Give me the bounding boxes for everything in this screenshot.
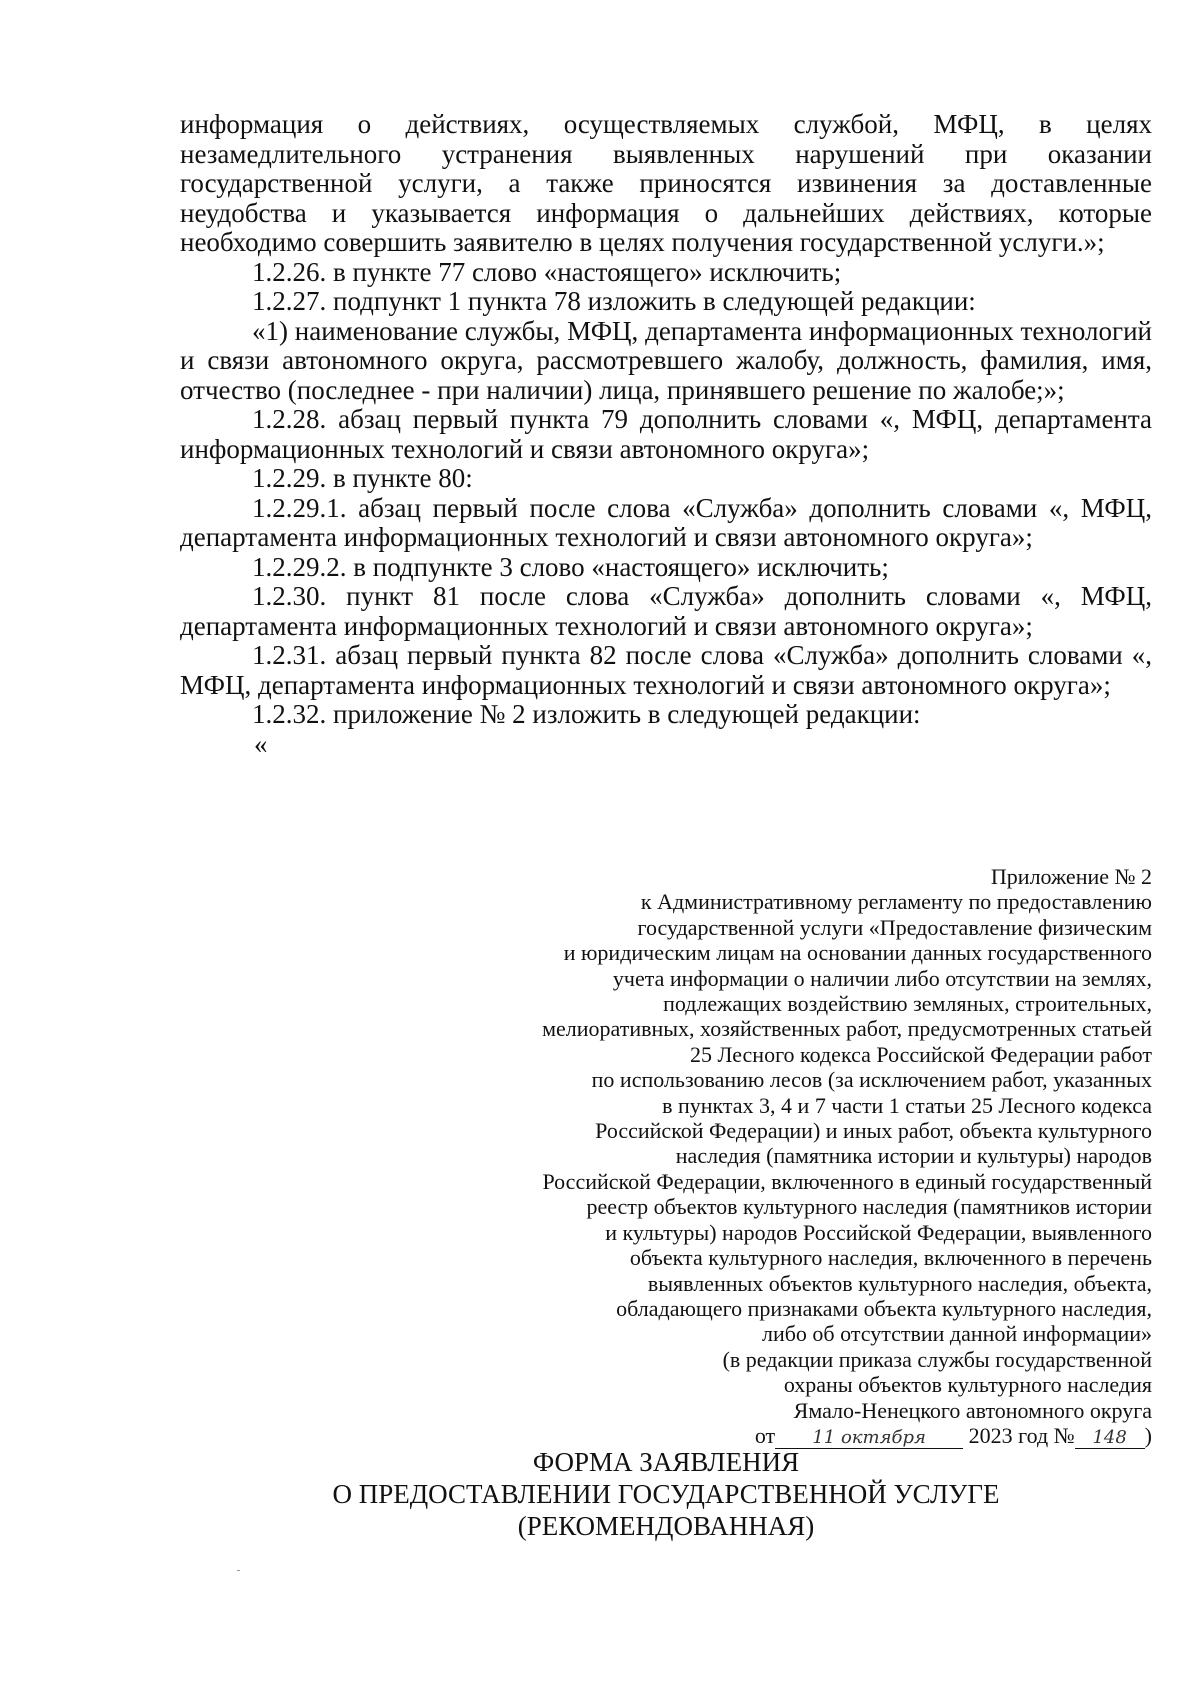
appendix-line: реестр объектов культурного наследия (памятников истории xyxy=(586,1194,1152,1220)
handwritten-date: 11 октября xyxy=(775,1428,963,1449)
appendix-line: объекта культурного наследия, включенного в перечень xyxy=(629,1245,1152,1271)
form-title xyxy=(180,1446,1152,1542)
appendix-line: по использованию лесов (за исключением работ, указанных xyxy=(591,1067,1152,1093)
paragraph-complaint-info: информация о действиях, осуществляемых службой, МФЦ, в целях незамедлительного устранения выявленных нарушений при оказании государственной услуги, а также приносятся извинения за доставленные неудобства и указывается информация о дальнейших действиях, которые необходимо совершить заявителю в целях получения государственной услуги.»; xyxy=(180,109,1152,257)
paragraph-1-2-31: 1.2.31. абзац первый пункта 82 после слова «Служба» дополнить словами «, МФЦ, департамента информационных технологий и связи автономного округа»; xyxy=(180,640,1152,700)
paragraph-1-2-29-2: 1.2.29.2. в подпункте 3 слово «настоящего» исключить; xyxy=(252,551,889,582)
appendix-header xyxy=(440,864,1152,1449)
appendix-line: Ямало-Ненецкого автономного округа xyxy=(793,1397,1152,1423)
appendix-line: наследия (памятника истории и культуры) народов xyxy=(675,1143,1152,1169)
appendix-line: к Административному регламенту по предоставлению xyxy=(640,889,1152,915)
paragraph-1-2-27: 1.2.27. подпункт 1 пункта 78 изложить в следующей редакции: xyxy=(252,286,976,316)
appendix-line: государственной услуги «Предоставление физическим xyxy=(637,914,1152,940)
appendix-line: учета информации о наличии либо отсутствии на землях, xyxy=(612,965,1152,991)
appendix-line: 25 Лесного кодекса Российской Федерации работ xyxy=(689,1041,1152,1067)
document-body xyxy=(180,110,1152,759)
paragraph-1-2-32: 1.2.32. приложение № 2 изложить в следующей редакции: xyxy=(252,699,921,729)
handwritten-order-number: 148 xyxy=(1075,1428,1145,1449)
year-number-label: 2023 год № xyxy=(968,1422,1075,1448)
paragraph-1-2-30: 1.2.30. пункт 81 после слова «Служба» дополнить словами «, МФЦ, департамента информационных технологий и связи автономного округа»; xyxy=(180,581,1152,641)
closing-parenthesis: ) xyxy=(1144,1422,1152,1448)
appendix-line: выявленных объектов культурного наследия, объекта, xyxy=(647,1270,1152,1296)
opening-quote-mark: « xyxy=(254,728,268,759)
paragraph-1-2-29-1: 1.2.29.1. абзац первый после слова «Служба» дополнить словами «, МФЦ, департамента информационных технологий и связи автономного округа»; xyxy=(180,492,1152,552)
paragraph-1-2-26: 1.2.26. в пункте 77 слово «настоящего» исключить; xyxy=(252,256,842,287)
appendix-line: Российской Федерации, включенного в единый государственный xyxy=(542,1168,1152,1194)
form-title-line: (РЕКОМЕНДОВАННАЯ) xyxy=(517,1511,815,1541)
scan-speck xyxy=(237,1570,240,1571)
appendix-line: Приложение № 2 xyxy=(990,864,1152,889)
appendix-line: Российской Федерации) и иных работ, объекта культурного xyxy=(595,1118,1152,1144)
appendix-line: обладающего признаками объекта культурного наследия, xyxy=(616,1295,1152,1321)
appendix-line: подлежащих воздействию земляных, строительных, xyxy=(663,991,1152,1017)
form-title-line: О ПРЕДОСТАВЛЕНИИ ГОСУДАРСТВЕННОЙ УСЛУГЕ xyxy=(332,1479,1000,1509)
appendix-line: и культуры) народов Российской Федерации, выявленного xyxy=(605,1219,1152,1245)
paragraph-1-2-28: 1.2.28. абзац первый пункта 79 дополнить словами «, МФЦ, департамента информационных технологий и связи автономного округа»; xyxy=(180,404,1152,464)
paragraph-quoted-subitem-1: «1) наименование службы, МФЦ, департамента информационных технологий и связи автономного округа, рассмотревшего жалобу, должность, фамилия, имя, отчество (последнее - при наличии) лица, принявшего решение по жалобе;»; xyxy=(180,315,1152,405)
appendix-line: мелиоративных, хозяйственных работ, предусмотренных статьей xyxy=(542,1016,1152,1042)
appendix-line: охраны объектов культурного наследия xyxy=(783,1372,1152,1398)
date-prefix: от xyxy=(754,1422,776,1448)
appendix-line: и юридическим лицам на основании данных государственного xyxy=(563,940,1152,966)
appendix-line: в пунктах 3, 4 и 7 части 1 статьи 25 Лесного кодекса xyxy=(662,1092,1152,1118)
appendix-line: (в редакции приказа службы государственной xyxy=(722,1346,1152,1372)
appendix-line: либо об отсутствии данной информации» xyxy=(761,1321,1152,1347)
paragraph-1-2-29: 1.2.29. в пункте 80: xyxy=(252,463,473,493)
form-title-line: ФОРМА ЗАЯВЛЕНИЯ xyxy=(532,1447,800,1477)
